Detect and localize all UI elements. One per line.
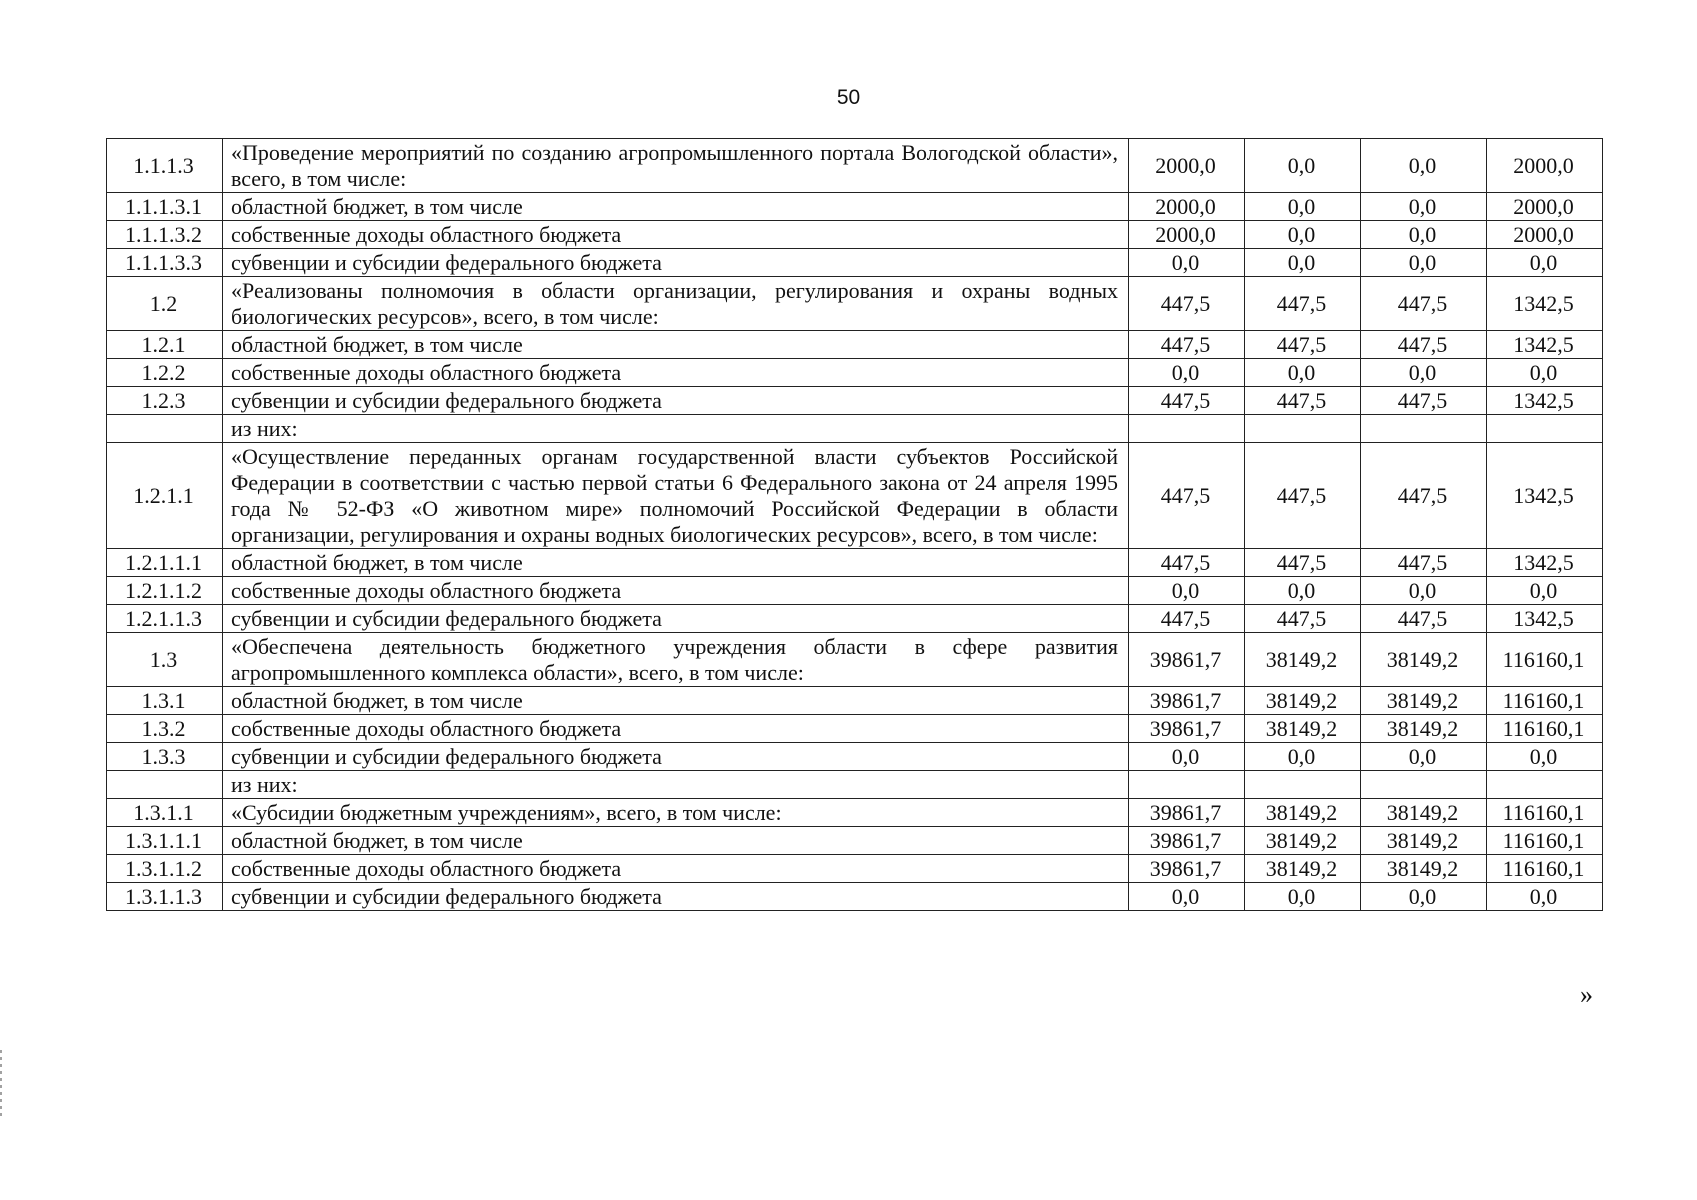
- row-code: 1.2.1.1: [107, 443, 223, 549]
- row-value-1: 2000,0: [1129, 139, 1245, 193]
- row-value-3: 447,5: [1361, 331, 1487, 359]
- row-value-1: 447,5: [1129, 387, 1245, 415]
- row-code: 1.3.1.1.3: [107, 883, 223, 911]
- table-row: [107, 855, 1603, 883]
- row-total: [1487, 415, 1603, 443]
- row-code: 1.1.1.3.3: [107, 249, 223, 277]
- row-description: «Субсидии бюджетным учреждениям», всего, в том числе:: [223, 799, 1129, 827]
- table-row: [107, 387, 1603, 415]
- row-value-2: 0,0: [1245, 577, 1361, 605]
- row-total: 1342,5: [1487, 605, 1603, 633]
- row-value-3: 447,5: [1361, 387, 1487, 415]
- table-body: [107, 139, 1603, 911]
- row-description: собственные доходы областного бюджета: [223, 577, 1129, 605]
- row-value-3: 0,0: [1361, 743, 1487, 771]
- row-description: субвенции и субсидии федерального бюджета: [223, 249, 1129, 277]
- row-value-2: 0,0: [1245, 743, 1361, 771]
- row-total: 116160,1: [1487, 687, 1603, 715]
- closing-quote: »: [1580, 980, 1593, 1009]
- table-row: [107, 249, 1603, 277]
- table-row: [107, 549, 1603, 577]
- row-value-1: 0,0: [1129, 249, 1245, 277]
- row-value-3: 0,0: [1361, 577, 1487, 605]
- table-row: [107, 715, 1603, 743]
- row-total: 0,0: [1487, 577, 1603, 605]
- row-code: 1.3.1.1: [107, 799, 223, 827]
- row-code: 1.2.2: [107, 359, 223, 387]
- row-code: 1.2.1.1.1: [107, 549, 223, 577]
- row-total: 116160,1: [1487, 827, 1603, 855]
- row-description: «Реализованы полномочия в области организации, регулирования и охраны водных биологических ресурсов», всего, в том числе:: [223, 277, 1129, 331]
- row-value-2: 447,5: [1245, 605, 1361, 633]
- row-value-1: 0,0: [1129, 883, 1245, 911]
- row-value-3: 38149,2: [1361, 715, 1487, 743]
- row-code: 1.2.3: [107, 387, 223, 415]
- row-value-2: 447,5: [1245, 331, 1361, 359]
- row-value-1: 447,5: [1129, 549, 1245, 577]
- row-value-2: 447,5: [1245, 387, 1361, 415]
- row-value-2: [1245, 771, 1361, 799]
- row-description: из них:: [223, 415, 1129, 443]
- row-code: [107, 771, 223, 799]
- row-value-2: 0,0: [1245, 139, 1361, 193]
- row-value-2: [1245, 415, 1361, 443]
- table-row: [107, 605, 1603, 633]
- row-value-2: 0,0: [1245, 193, 1361, 221]
- row-total: 0,0: [1487, 249, 1603, 277]
- row-total: [1487, 771, 1603, 799]
- row-value-1: 2000,0: [1129, 193, 1245, 221]
- row-code: 1.2: [107, 277, 223, 331]
- row-value-3: 0,0: [1361, 221, 1487, 249]
- row-total: 2000,0: [1487, 139, 1603, 193]
- row-value-3: 447,5: [1361, 605, 1487, 633]
- row-description: собственные доходы областного бюджета: [223, 221, 1129, 249]
- row-code: 1.3: [107, 633, 223, 687]
- row-value-1: 0,0: [1129, 359, 1245, 387]
- row-description: областной бюджет, в том числе: [223, 331, 1129, 359]
- table-row: [107, 359, 1603, 387]
- row-value-2: 0,0: [1245, 249, 1361, 277]
- table-row: [107, 799, 1603, 827]
- row-total: 1342,5: [1487, 331, 1603, 359]
- row-total: 116160,1: [1487, 715, 1603, 743]
- row-value-3: [1361, 415, 1487, 443]
- row-code: 1.3.1.1.2: [107, 855, 223, 883]
- row-value-3: 38149,2: [1361, 799, 1487, 827]
- row-value-1: 0,0: [1129, 577, 1245, 605]
- row-description: «Обеспечена деятельность бюджетного учреждения области в сфере развития агропромышленного комплекса области», всего, в том числе:: [223, 633, 1129, 687]
- row-value-2: 38149,2: [1245, 855, 1361, 883]
- row-value-1: 39861,7: [1129, 827, 1245, 855]
- row-value-1: 0,0: [1129, 743, 1245, 771]
- row-value-2: 38149,2: [1245, 827, 1361, 855]
- row-value-3: 0,0: [1361, 193, 1487, 221]
- page-number: 50: [836, 86, 861, 109]
- table-row: [107, 221, 1603, 249]
- table-row: [107, 193, 1603, 221]
- table-row: [107, 633, 1603, 687]
- row-value-1: [1129, 771, 1245, 799]
- row-value-1: 39861,7: [1129, 633, 1245, 687]
- row-value-2: 38149,2: [1245, 687, 1361, 715]
- row-value-2: 447,5: [1245, 549, 1361, 577]
- table-row: [107, 139, 1603, 193]
- row-value-2: 38149,2: [1245, 799, 1361, 827]
- row-value-2: 0,0: [1245, 221, 1361, 249]
- row-code: [107, 415, 223, 443]
- table-row: [107, 277, 1603, 331]
- row-description: областной бюджет, в том числе: [223, 687, 1129, 715]
- row-value-3: 0,0: [1361, 359, 1487, 387]
- table-row: [107, 687, 1603, 715]
- table-row: [107, 743, 1603, 771]
- row-total: 1342,5: [1487, 443, 1603, 549]
- row-description: субвенции и субсидии федерального бюджета: [223, 605, 1129, 633]
- row-value-1: 447,5: [1129, 277, 1245, 331]
- table-row: [107, 415, 1603, 443]
- row-value-1: 447,5: [1129, 605, 1245, 633]
- row-total: 2000,0: [1487, 193, 1603, 221]
- row-value-1: 39861,7: [1129, 799, 1245, 827]
- row-code: 1.1.1.3.2: [107, 221, 223, 249]
- row-value-3: 0,0: [1361, 139, 1487, 193]
- row-value-2: 0,0: [1245, 359, 1361, 387]
- row-value-3: 38149,2: [1361, 827, 1487, 855]
- row-value-1: [1129, 415, 1245, 443]
- row-description: областной бюджет, в том числе: [223, 549, 1129, 577]
- row-description: из них:: [223, 771, 1129, 799]
- table-row: [107, 331, 1603, 359]
- row-value-1: 2000,0: [1129, 221, 1245, 249]
- row-value-2: 38149,2: [1245, 715, 1361, 743]
- row-value-1: 447,5: [1129, 331, 1245, 359]
- row-total: 0,0: [1487, 359, 1603, 387]
- row-value-2: 0,0: [1245, 883, 1361, 911]
- row-code: 1.2.1: [107, 331, 223, 359]
- row-value-1: 39861,7: [1129, 687, 1245, 715]
- row-code: 1.1.1.3: [107, 139, 223, 193]
- row-description: областной бюджет, в том числе: [223, 827, 1129, 855]
- row-code: 1.3.1.1.1: [107, 827, 223, 855]
- row-code: 1.3.1: [107, 687, 223, 715]
- row-total: 0,0: [1487, 743, 1603, 771]
- budget-table: [106, 138, 1603, 911]
- row-description: «Осуществление переданных органам государственной власти субъектов Российской Федерации в соответствии с частью первой статьи 6 Федерального закона от 24 апреля 1995 года № 52-ФЗ «О животном мире» полномочий Российской Федерации в области организации, регулирования и охраны водных биологических ресурсов», всего, в том числе:: [223, 443, 1129, 549]
- table-row: [107, 443, 1603, 549]
- row-code: 1.3.3: [107, 743, 223, 771]
- row-value-3: 0,0: [1361, 883, 1487, 911]
- row-value-1: 39861,7: [1129, 715, 1245, 743]
- row-description: субвенции и субсидии федерального бюджета: [223, 387, 1129, 415]
- table-row: [107, 577, 1603, 605]
- row-total: 1342,5: [1487, 387, 1603, 415]
- row-value-2: 447,5: [1245, 277, 1361, 331]
- row-value-3: 38149,2: [1361, 633, 1487, 687]
- row-code: 1.2.1.1.3: [107, 605, 223, 633]
- row-value-2: 447,5: [1245, 443, 1361, 549]
- row-description: областной бюджет, в том числе: [223, 193, 1129, 221]
- table-row: [107, 771, 1603, 799]
- row-code: 1.3.2: [107, 715, 223, 743]
- row-value-2: 38149,2: [1245, 633, 1361, 687]
- row-value-3: 0,0: [1361, 249, 1487, 277]
- row-value-3: 38149,2: [1361, 687, 1487, 715]
- row-value-3: [1361, 771, 1487, 799]
- row-code: 1.1.1.3.1: [107, 193, 223, 221]
- row-total: 2000,0: [1487, 221, 1603, 249]
- row-description: собственные доходы областного бюджета: [223, 855, 1129, 883]
- row-description: собственные доходы областного бюджета: [223, 715, 1129, 743]
- row-description: собственные доходы областного бюджета: [223, 359, 1129, 387]
- row-total: 116160,1: [1487, 855, 1603, 883]
- row-value-3: 447,5: [1361, 549, 1487, 577]
- row-description: субвенции и субсидии федерального бюджета: [223, 883, 1129, 911]
- row-value-1: 39861,7: [1129, 855, 1245, 883]
- scan-edge-marks: [0, 1050, 6, 1120]
- row-value-3: 447,5: [1361, 443, 1487, 549]
- row-value-1: 447,5: [1129, 443, 1245, 549]
- table-row: [107, 827, 1603, 855]
- table-row: [107, 883, 1603, 911]
- row-code: 1.2.1.1.2: [107, 577, 223, 605]
- row-value-3: 38149,2: [1361, 855, 1487, 883]
- row-value-3: 447,5: [1361, 277, 1487, 331]
- row-total: 116160,1: [1487, 799, 1603, 827]
- row-total: 116160,1: [1487, 633, 1603, 687]
- row-total: 1342,5: [1487, 549, 1603, 577]
- row-description: субвенции и субсидии федерального бюджета: [223, 743, 1129, 771]
- row-total: 1342,5: [1487, 277, 1603, 331]
- row-description: «Проведение мероприятий по созданию агропромышленного портала Вологодской области», всего, в том числе:: [223, 139, 1129, 193]
- row-total: 0,0: [1487, 883, 1603, 911]
